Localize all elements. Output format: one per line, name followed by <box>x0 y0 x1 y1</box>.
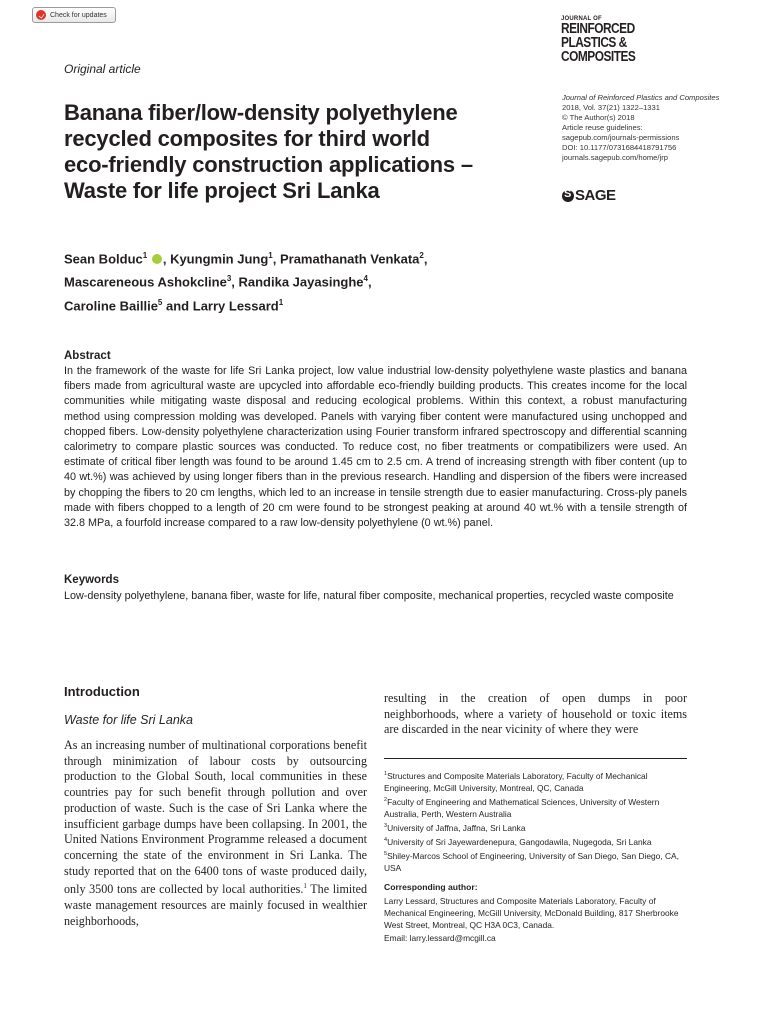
journal-meta-name: Journal of Reinforced Plastics and Composites <box>562 93 720 102</box>
title-line: eco-friendly construction applications – <box>64 152 473 177</box>
affiliation-text: University of Sri Jayewardenepura, Gangodawila, Nugegoda, Sri Lanka <box>387 837 652 848</box>
journal-logo-top: JOURNAL OF <box>561 16 602 22</box>
affiliation-sup: 2 <box>384 797 388 804</box>
author-name: Mascareneous Ashokcline <box>64 274 227 290</box>
sage-logo <box>562 187 616 204</box>
body-text-right-column: resulting in the creation of open dumps in poor neighborhoods, where a variety of household or toxic items are discarded in the near vicinity of where they were <box>384 691 687 737</box>
journal-meta-line: © The Author(s) 2018 <box>562 113 635 122</box>
author-affiliation-sup: 1 <box>142 251 148 260</box>
affiliation-text: Structures and Composite Materials Laboratory, Faculty of Mechanical Engineering, McGill University, Montreal, QC, Canada <box>384 770 648 793</box>
body-paragraph-continued: The limited waste management resources are mainly focused in wealthier neighborhoods, <box>64 882 367 928</box>
article-title <box>64 100 514 204</box>
check-updates-icon <box>36 10 46 20</box>
affiliations <box>384 768 690 875</box>
author-name: Kyungmin Jung <box>170 251 269 267</box>
journal-logo-line: REINFORCED <box>561 21 635 37</box>
keywords-text: Low-density polyethylene, banana fiber, waste for life, natural fiber composite, mechanical properties, recycled waste composite <box>64 590 674 602</box>
reference-citation[interactable]: 1 <box>303 882 307 891</box>
corresponding-author-address: Larry Lessard, Structures and Composite Materials Laboratory, Faculty of Mechanical Engineering, McGill University, McDonald Building, 817 Sherbrooke West Street, Montreal, QC H3A 0C3, Canada. <box>384 896 679 931</box>
sage-mark-icon <box>562 190 574 202</box>
title-line: Waste for life project Sri Lanka <box>64 178 380 203</box>
permissions-link[interactable]: sagepub.com/journals-permissions <box>562 133 680 142</box>
affiliation-text: Shiley-Marcos School of Engineering, University of San Diego, San Diego, CA, USA <box>384 851 679 874</box>
body-text-left-column <box>64 738 367 929</box>
affiliation-sup: 1 <box>384 771 388 777</box>
affiliation-item <box>384 794 690 820</box>
journal-logo-line: PLASTICS & <box>561 35 627 51</box>
abstract-heading: Abstract <box>64 350 111 362</box>
corresponding-author-details <box>384 895 690 944</box>
author-affiliation-sup: 2 <box>419 251 424 260</box>
journal-logo <box>561 16 671 64</box>
affiliation-text: Faculty of Engineering and Mathematical Sciences, University of Western Australia, Perth, Western Australia <box>384 797 660 820</box>
journal-meta <box>562 93 732 163</box>
orcid-icon[interactable] <box>152 254 162 264</box>
affiliation-sup: 5 <box>384 851 388 858</box>
journal-meta-line: 2018, Vol. 37(21) 1322–1331 <box>562 103 660 112</box>
check-for-updates-button[interactable] <box>32 7 116 23</box>
author-name: Sean Bolduc <box>64 251 143 267</box>
body-paragraph: As an increasing number of multinational corporations benefit through minimization of labour costs by outsourcing production to the Global South, local communities in these countries pay for such benefit through pollution and over production of waste. Such is the case of Sri Lanka where the insufficient garbage dumps have been collapsing. In 2001, the United Nations Environment Programme released a document concerning the state of the environment in Sri Lanka. The study reported that on the 6400 tons of waste produced daily, only 3500 tons are collected by local authorities. <box>64 738 367 897</box>
affiliation-item <box>384 848 690 874</box>
author-affiliation-sup: 3 <box>226 274 232 284</box>
affiliation-sup: 4 <box>384 837 388 844</box>
affiliation-text: University of Jaffna, Jaffna, Sri Lanka <box>387 823 526 834</box>
introduction-subheading: Waste for life Sri Lanka <box>64 713 193 727</box>
author-join-word: and <box>166 297 190 313</box>
journal-meta-line: Article reuse guidelines: <box>562 123 643 132</box>
abstract-text: In the framework of the waste for life Sri Lanka project, low value industrial low-density polyethylene waste plastics and banana fibers made from agricultural waste are upcycled into affordable eco-friendly building products. This creates income for the local communities while mitigating waste disposal and reducing ecological problems. Within this context, a robust manufacturing method using compression molding was developed. Panels with varying fiber content were manufactured using unchopped and chopped fibers. Low-density polyethylene characterization using Fourier transform infrared spectroscopy and differential scanning calorimetry to compare plastic sources was conducted. To reduce cost, no fiber treatments or compatibilizers were used. An estimate of critical fiber length was found to be around 1.45 cm to 2.5 cm. A trend of increasing strength with fiber content (up to 40 wt.%) was achieved by using longer fibers than in the previous research. Handling and dispersion of the fibers were increased by chopping the fibers to 20 cm lengths, which led to an increase in tensile strength due to easier manufacturing. Cross-ply panels made with fibers chopped to a length of 20 cm were found to be strongest peaking at around 40 wt.% with a tensile strength of 32.8 MPa, a fourfold increase compared to a raw low-density polyethylene (0 wt.%) panel. <box>64 365 687 530</box>
affiliation-item <box>384 820 690 834</box>
introduction-heading: Introduction <box>64 684 140 699</box>
check-for-updates-label: Check for updates <box>50 11 107 19</box>
title-line: recycled composites for third world <box>64 126 430 151</box>
journal-logo-line: COMPOSITES <box>561 49 636 65</box>
affiliation-sup: 3 <box>384 823 388 830</box>
doi-link[interactable]: DOI: 10.1177/0731684418791756 <box>562 143 677 152</box>
author-name: Larry Lessard <box>192 297 279 313</box>
author-affiliation-sup: 1 <box>278 297 284 307</box>
footnote-divider <box>384 758 687 759</box>
article-type: Original article <box>64 62 141 76</box>
journal-homepage-link[interactable]: journals.sagepub.com/home/jrp <box>562 153 668 162</box>
sage-logo-text: SAGE <box>575 187 616 204</box>
author-name: Randika Jayasinghe <box>238 274 364 290</box>
keywords-heading: Keywords <box>64 574 119 586</box>
corresponding-author-email[interactable]: Email: larry.lessard@mcgill.ca <box>384 932 496 943</box>
affiliation-item <box>384 834 690 848</box>
author-name: Pramathanath Venkata <box>279 251 420 267</box>
author-affiliation-sup: 4 <box>363 274 368 284</box>
affiliation-item <box>384 768 690 794</box>
corresponding-author-heading: Corresponding author: <box>384 882 478 892</box>
author-affiliation-sup: 1 <box>268 251 273 260</box>
title-line: Banana fiber/low-density polyethylene <box>64 100 458 125</box>
author-affiliation-sup: 5 <box>157 297 163 307</box>
author-name: Caroline Baillie <box>64 297 158 313</box>
author-list: Sean Bolduc$^1$ , Kyungmin Jung$^1$, Pramathanath Venkata$^2$, Mascareneous Ashokcline$^3$, Randika Jayasinghe$^4$, Caroline Baillie$^5$ and Larry Lessard$^1$ <box>64 251 428 313</box>
